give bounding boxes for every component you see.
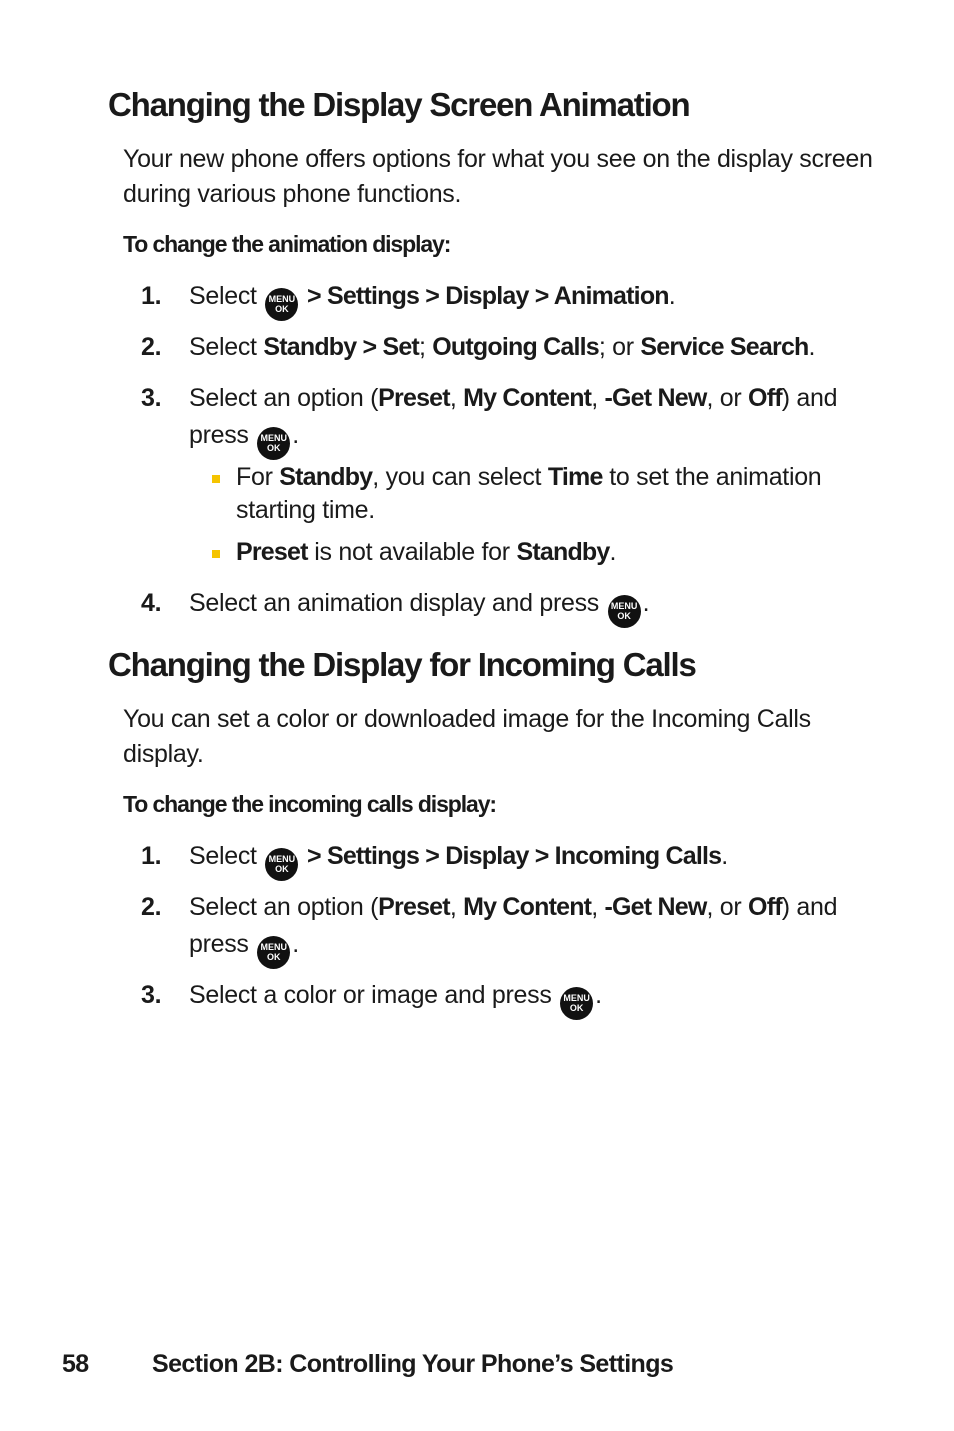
step-item [141,838,881,881]
step-item [141,889,881,969]
menu-ok-key-icon: MENU OK [608,595,641,628]
step-item [141,585,881,628]
bullet-text: Preset is not available for Standby. [236,538,617,566]
step-number: 2. [141,333,162,361]
subheading-animation: To change the animation display: [123,231,451,257]
menu-ok-key-icon: MENU OK [265,848,298,881]
section-heading-animation: Changing the Display Screen Animation [108,86,690,123]
step-text: Select Standby > Set; Outgoing Calls; or Service Search. [189,333,816,361]
bullet-item [212,536,872,569]
menu-ok-key-icon: MENU OK [257,427,290,460]
page-number: 58 [62,1350,89,1378]
step-item [141,278,881,321]
step-text: Select a color or image and press MENU OK . [189,977,881,1020]
section-heading-incoming-calls: Changing the Display for Incoming Calls [108,646,696,683]
step-number: 1. [141,842,162,870]
intro-paragraph-animation: Your new phone offers options for what you see on the display screen during various phone functions. [123,145,873,208]
bullet-item [212,461,872,527]
step-text: Select an option (Preset, My Content, -Get New, or Off) and press MENU OK . [189,889,881,969]
step-number: 2. [141,893,162,921]
step-item [141,380,881,460]
footer-section-title: Section 2B: Controlling Your Phone’s Settings [152,1350,674,1378]
menu-ok-key-icon: MENU OK [265,288,298,321]
bullet-text: For Standby, you can select Time to set the animation starting time. [236,463,822,524]
step-number: 4. [141,589,162,617]
intro-paragraph-incoming-calls: You can set a color or downloaded image for the Incoming Calls display. [123,705,811,768]
step-text: Select MENU OK > Settings > Display > Incoming Calls. [189,838,881,881]
step-number: 1. [141,282,162,310]
step-number: 3. [141,981,162,1009]
bullet-square-icon [212,550,220,558]
step-text: Select an animation display and press MENU OK . [189,585,881,628]
step-text: Select an option (Preset, My Content, -Get New, or Off) and press MENU OK . [189,380,881,460]
step-text: Select MENU OK > Settings > Display > Animation. [189,278,881,321]
menu-ok-key-icon: MENU OK [257,936,290,969]
menu-ok-key-icon: MENU OK [560,987,593,1020]
subheading-incoming-calls: To change the incoming calls display: [123,791,496,817]
step-item [141,977,881,1020]
step-item [141,329,881,366]
step-number: 3. [141,384,162,412]
bullet-square-icon [212,475,220,483]
